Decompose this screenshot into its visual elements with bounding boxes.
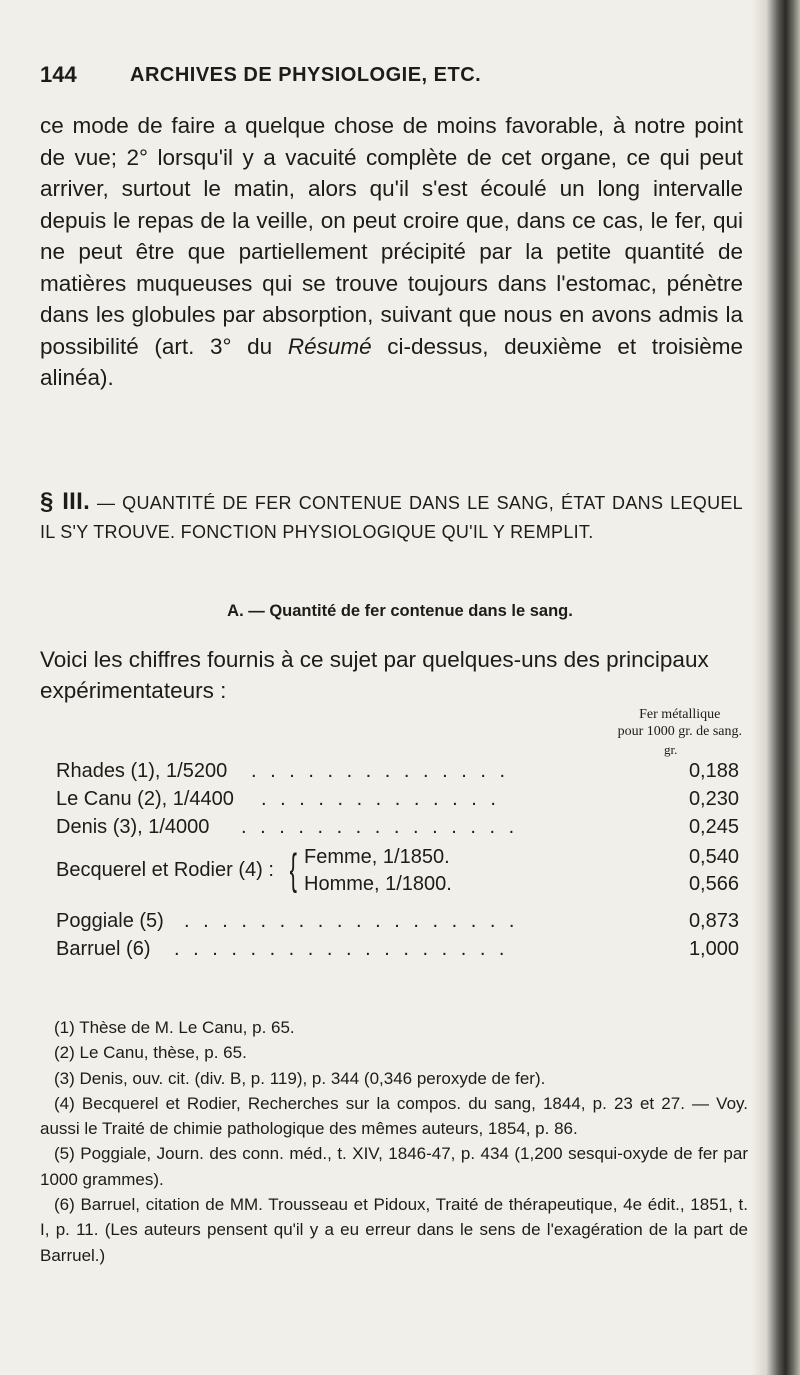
page-number: 144	[40, 62, 77, 87]
row-value: 0,230	[688, 788, 739, 810]
table-row	[56, 910, 739, 938]
subheading: A. — Quantité de fer contenue dans le sang.	[227, 602, 573, 620]
paragraph-text-italic: Résumé	[287, 333, 372, 359]
row-value: 0,540	[688, 846, 739, 868]
body-paragraph	[40, 110, 743, 394]
leader-dots: . . . . . . . . . . . . . .	[251, 760, 510, 782]
row-value: 0,873	[688, 910, 739, 932]
column-header	[618, 706, 742, 740]
column-header-line2: pour 1000 gr. de sang.	[617, 724, 742, 739]
footnote: (2) Le Canu, thèse, p. 65.	[54, 1043, 247, 1063]
row-value: 0,245	[688, 816, 739, 838]
running-title: ARCHIVES DE PHYSIOLOGIE, ETC.	[130, 64, 482, 86]
footnote: (4) Becquerel et Rodier, Recherches sur la compos. du sang, 1844, p. 23 et 27. — Voy. aussi le Traité de chimie pathologique des mêmes auteurs, 1854, p. 86.	[40, 1093, 748, 1139]
row-value: 0,188	[688, 760, 739, 782]
leader-dots: . . . . . . . . . . . . . . . . . .	[174, 938, 509, 960]
section-mark: § III.	[40, 488, 91, 515]
footnote: (3) Denis, ouv. cit. (div. B, p. 119), p. 344 (0,346 peroxyde de fer).	[54, 1068, 546, 1088]
section-title: — QUANTITÉ DE FER CONTENUE DANS LE SANG, ÉTAT DANS LEQUEL IL S'Y TROUVE. FONCTION PHYSIOLOGIQUE QU'IL Y REMPLIT.	[40, 493, 743, 542]
brace: {	[289, 845, 298, 894]
leader-dots: . . . . . . . . . . . . . . . . . .	[184, 910, 519, 932]
page-header	[40, 62, 740, 92]
row-value: 1,000	[688, 938, 739, 960]
row-name: Barruel (6)	[56, 938, 151, 960]
row-value: 0,566	[688, 873, 739, 895]
table-row	[56, 788, 739, 816]
row-name: Denis (3), 1/4000	[56, 816, 210, 838]
footnote: (6) Barruel, citation de MM. Trousseau et Pidoux, Traité de thérapeutique, 4e édit., 1851, t. I, p. 11. (Les auteurs pensent qu'il y a eu erreur dans le sens de l'exagération de la part de Barruel.)	[40, 1195, 748, 1265]
leader-dots: . . . . . . . . . . . . . . .	[241, 816, 519, 838]
row-name: Rhades (1), 1/5200	[56, 760, 228, 782]
column-unit: gr.	[664, 742, 678, 757]
row-name: Le Canu (2), 1/4400	[56, 788, 234, 810]
subrow-label: Homme, 1/1800.	[304, 873, 452, 895]
row-name: Becquerel et Rodier (4) :	[56, 859, 274, 881]
table-row	[56, 816, 739, 844]
subrow-label: Femme, 1/1850.	[304, 846, 450, 868]
paragraph-text-part1: ce mode de faire a quelque chose de moins favorable, à notre point de vue; 2° lorsqu'il y a vacuité complète de cet organe, ce qui peut arriver, surtout le matin, alors qu'il s'est écoulé un long intervalle depuis le repas de la veille, on peut croire que, dans ce cas, le fer, qui ne peut être que partiellement précipité par la petite quantité de matières muqueuses qui se trouve toujours dans l'estomac, pénètre dans les globules par absorption, suivant que nous en avons admis la possibilité (art. 3° du	[40, 113, 743, 359]
section-heading	[40, 487, 743, 547]
row-name: Poggiale (5)	[56, 910, 164, 932]
footnote: (1) Thèse de M. Le Canu, p. 65.	[54, 1018, 295, 1037]
footnote: (5) Poggiale, Journ. des conn. méd., t. XIV, 1846-47, p. 434 (1,200 sesqui-oxyde de fer par 1000 grammes).	[40, 1144, 748, 1189]
intro-text: Voici les chiffres fournis à ce sujet par quelques-uns des principaux expérimentateurs :	[40, 647, 709, 703]
leader-dots: . . . . . . . . . . . . .	[261, 788, 500, 810]
table-row	[56, 760, 739, 788]
footnotes	[40, 1015, 748, 1268]
column-header-line1: Fer métallique	[639, 707, 721, 722]
paragraph-text-part2: ci-dessus, deuxième et troisième alinéa).	[40, 333, 743, 390]
table-row-becquerel	[56, 846, 739, 902]
book-binding-edge	[752, 0, 800, 1375]
table-row	[56, 938, 739, 966]
